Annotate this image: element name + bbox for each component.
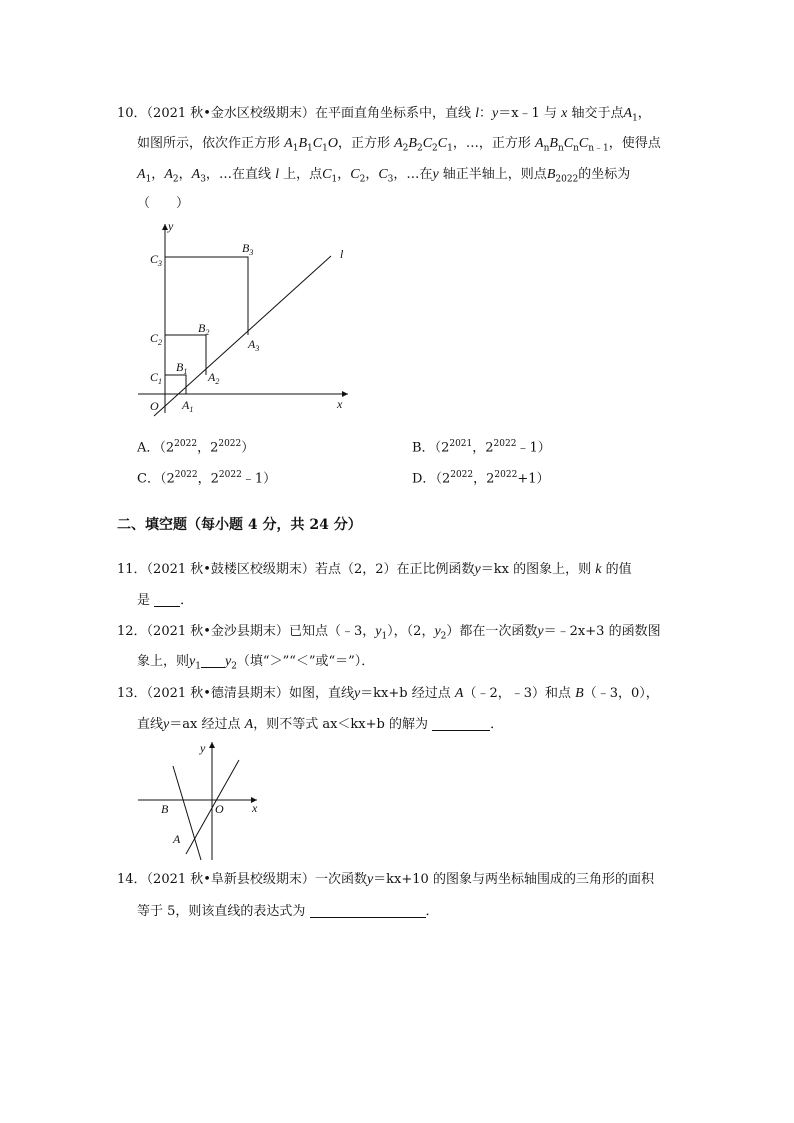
question-source: （2021 秋•金水区校级期末） [146,106,315,121]
option-label: B． [412,440,435,456]
q14-text: 等于 5，则该直线的表达式为 [137,904,306,919]
math-comma: ， [637,106,651,121]
opt-exp: 2022 [218,470,242,480]
math-var: A [394,136,403,151]
math-var: C [312,136,323,151]
q12-text: ）都在一次函数 [446,624,538,639]
math-comma: ， [151,167,165,182]
section-title: 二、填空题（每小题 4 分，共 24 分） [117,517,362,533]
q10-text: ，正方形 [337,136,390,151]
opt-text: （2 [434,440,450,456]
math-var: C [563,136,574,151]
label-A: A [173,832,181,846]
q10-answer-paren [137,194,189,214]
option-B [412,434,551,458]
math-sub: 3 [387,174,394,185]
q13-text: （﹣2，﹣3）和点 [463,686,572,701]
q10-text: 如图所示，依次作正方形 [137,136,281,151]
q10-text: 上，点 [283,167,323,182]
q13-text: 直线 [137,717,164,732]
math-var: A [244,717,254,732]
q11-line-1 [117,560,632,580]
math-sub: 2022 [555,174,579,185]
math-sub: n [543,143,550,154]
opt-exp: 2022 [174,470,198,480]
opt-text: ） [241,440,255,456]
math-var: A [535,136,544,151]
option-label: D． [412,471,436,487]
math-colon: ： [478,106,492,121]
q13-text: 的解为 [389,717,429,732]
math-sub: 3 [200,174,206,185]
q12-text: （填“＞”“＜”或“＝”）． [236,654,375,669]
question-number: 11． [117,562,147,577]
label-A2: $A_2$ [208,370,220,386]
option-A [137,434,254,458]
q10-text: …在 [406,167,433,182]
q10-text: 的坐标为 [578,167,631,182]
math-var: B [549,136,558,151]
q12-text: 的函数图 [608,624,661,639]
math-expr: ax＜kx+b [322,717,385,732]
math-sub: n﹣1 [588,143,609,154]
square-3 [165,257,248,335]
label-C3: $C_3$ [150,252,163,268]
q10-text: ，…，正方形 [452,136,531,151]
math-sub: 1 [292,143,299,154]
label-B2: $B_2$ [198,321,210,337]
math-var: y [537,624,544,639]
math-var: A [191,167,201,182]
math-sub: 2 [402,143,409,154]
opt-text: （2 [435,471,451,487]
math-sub: 1 [322,143,328,154]
label-C1: $C_1$ [150,370,163,386]
q12-text: 已知点（﹣3， [288,624,376,639]
q14-line-1 [117,870,654,890]
line-l [154,256,331,416]
option-label: C． [137,471,160,487]
math-var: A [164,167,173,182]
label-O: O [215,802,224,816]
label-y: y [168,219,174,233]
answer-blank[interactable] [201,653,225,668]
math-var: l [475,106,479,121]
math-sub: 1 [381,631,388,642]
label-B3: $B_3$ [242,241,254,257]
math-var: C [578,136,589,151]
q10-text: 与 [543,106,557,121]
opt-text: ，2 [473,471,495,487]
q10-text: 轴正半轴上，则点 [442,167,547,182]
label-l: l [340,247,344,261]
q11-end: ． [180,593,194,608]
q14-line-2 [137,902,439,922]
math-sub: 2 [231,661,237,672]
label-B1: $B_1$ [176,360,188,376]
q11-line-2 [137,591,193,611]
math-var: B [575,686,584,701]
math-sub: 2 [416,143,423,154]
math-var: A [137,167,146,182]
math-var: C [437,136,448,151]
opt-exp: 2022 [450,470,474,480]
opt-exp: 2022 [494,470,518,480]
math-var: x [561,106,568,121]
opt-text: ﹣1） [516,440,551,456]
question-source: （2021 秋•金沙县期末） [146,624,289,639]
math-sub: 2 [172,174,179,185]
label-A1: $A_1$ [182,398,194,414]
math-comma: ， [178,167,192,182]
label-y: y [200,741,206,755]
math-sub: n [557,143,564,154]
question-number: 12． [117,624,147,639]
q14-text: 一次函数 [314,872,367,887]
math-var: A [623,106,633,121]
math-sub: 1 [632,113,638,124]
q12-text: ），（2， [387,624,435,639]
answer-blank[interactable] [154,592,180,607]
math-sub: 1 [195,661,201,672]
q10-stem-text: 在平面直角坐标系中，直线 [314,106,471,121]
q13-text: ，则不等式 [253,717,319,732]
math-sub: 2 [440,631,447,642]
math-var: y [432,167,439,182]
opt-text: （2 [159,440,175,456]
q14-end: ． [425,904,439,919]
math-var: y [189,654,196,669]
math-var: k [595,562,602,577]
q10-line-3 [137,165,630,190]
label-B: B [161,802,169,816]
label-O: O [150,399,159,413]
q10-figure [138,218,368,418]
label-C2: $C_2$ [150,331,163,347]
math-var: B [408,136,417,151]
answer-blank[interactable] [310,903,426,918]
q10-text: ，使得点 [608,136,661,151]
question-source: （2021 秋•阜新县校级期末） [146,872,315,887]
math-comma: ， [365,167,379,182]
math-comma: ， [393,167,407,182]
math-var: y [366,872,374,887]
q10-line-2 [137,134,661,159]
math-sub: 2 [432,143,438,154]
q13-text: 经过点 [411,686,451,701]
question-source: （2021 秋•鼓楼区校级期末） [146,562,315,577]
math-expr: ＝kx [480,562,509,577]
opt-text: ，2 [472,440,494,456]
opt-text: +1） [517,471,550,487]
q12-line-1 [117,622,661,647]
math-var: A [454,686,464,701]
math-comma: ， [337,167,351,182]
q11-text: 若点（2，2）在正比例函数 [314,562,475,577]
math-sub: 1 [307,143,313,154]
q12-line-2 [137,652,374,677]
math-var: y [434,624,441,639]
opt-exp: 2022 [218,439,242,449]
q13-text: （﹣3，0）， [583,686,659,701]
q13-line-1 [117,684,659,704]
question-number: 10． [117,106,147,121]
q13-end: ． [490,717,504,732]
option-C [137,465,276,489]
q14-text: 的图象与两坐标轴围成的三角形的面积 [432,872,654,887]
math-expr: ＝ax [169,717,198,732]
math-var: C [422,136,433,151]
math-sub: 2 [359,174,366,185]
q12-text: 象上，则 [137,654,190,669]
math-var: C [350,167,360,182]
opt-text: ，2 [197,471,219,487]
question-number: 13． [117,686,147,701]
answer-blank[interactable] [432,716,490,731]
q13-line-2 [137,715,503,735]
math-var: B [298,136,308,151]
q11-text: 的值 [605,562,632,577]
q13-text: 经过点 [201,717,241,732]
label-x: x [252,801,258,815]
q11-text: 是 [137,593,151,608]
q13-text: 如图，直线 [288,686,354,701]
math-expr: ＝kx+10 [373,872,429,887]
math-var: y [375,624,382,639]
math-expr: ＝﹣2x+3 [543,624,605,639]
answer-paren: （ ） [137,196,190,211]
q13-figure [135,738,265,863]
math-var: l [275,167,279,182]
math-sub: 1 [331,174,338,185]
label-x: x [337,397,343,411]
opt-text: （2 [159,471,175,487]
q11-text: 的图象上，则 [513,562,592,577]
question-number: 14． [117,872,147,887]
opt-exp: 2022 [174,439,198,449]
math-sub: n [573,143,579,154]
square-1 [165,375,186,394]
q10-text: …在直线 [218,167,271,182]
math-var: O [327,136,338,151]
math-expr: ＝kx+b [360,686,408,701]
math-expr: ＝x﹣1 [498,106,540,121]
math-var: y [474,562,481,577]
q10-text: 轴交于点 [571,106,624,121]
math-var: y [224,654,232,669]
math-sub: 1 [447,143,453,154]
math-var: C [378,167,388,182]
question-source: （2021 秋•德清县期末） [146,686,289,701]
label-A3: $A_3$ [248,337,260,353]
math-var: y [163,717,170,732]
math-sub: 1 [145,174,152,185]
opt-text: ，2 [197,440,219,456]
opt-text: ﹣1） [241,471,277,487]
math-var: A [284,136,293,151]
opt-exp: 2021 [449,439,473,449]
math-comma: ， [205,167,219,182]
math-var: y [353,686,361,701]
q10-line-1 [117,104,651,129]
option-D [412,465,549,489]
math-var: C [322,167,332,182]
math-var: B [546,167,556,182]
opt-exp: 2022 [493,439,517,449]
math-var: y [492,106,499,121]
option-label: A． [137,440,160,456]
